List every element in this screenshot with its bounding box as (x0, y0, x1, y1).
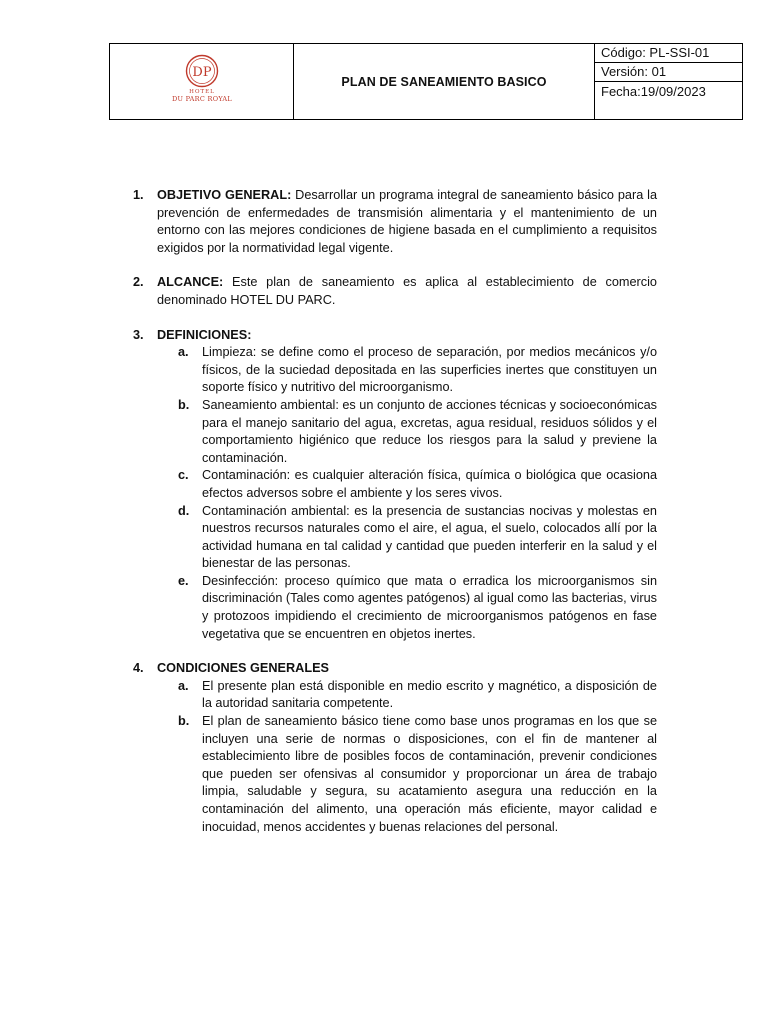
section-number: 2. (133, 275, 144, 290)
section-number: 3. (133, 327, 144, 342)
document-body (133, 187, 657, 853)
version-cell: Versión: 01 (595, 63, 742, 82)
section-heading: ALCANCE: (157, 275, 224, 290)
codigo-cell: Código: PL-SSI-01 (595, 44, 742, 63)
logo-cell (110, 44, 294, 119)
logo-line-1: HOTEL (189, 89, 215, 95)
section-text: Este plan de saneamiento es aplica al establecimiento de comercio denominado HOTEL DU PARC. (157, 275, 657, 307)
list-item: c. Contaminación: es cualquier alteración física, química o biológica que ocasiona efectos adversos sobre el ambiente y los seres vivos. (178, 468, 657, 500)
document-meta (595, 44, 742, 119)
list-item: e. Desinfección: proceso químico que mata o erradica los microorganismos sin discriminación (Tales como agentes patógenos) al igual como las bacterias, virus y protozoos impidiendo el crecimiento de microorganismos patógenos en fase vegetativa que se encuentren en objetos inertes. (178, 573, 657, 641)
conditions-list (133, 678, 657, 836)
hotel-logo (158, 54, 246, 112)
list-item: b. El plan de saneamiento básico tiene como base unos programas en los que se incluyen una serie de normas o disposiciones, con el fin de mantener al establecimiento libre de posibles focos de contaminación, prevenir condiciones que pueden ser ofensivas al consumidor y proporcionar un área de trabajo limpia, saludable y segura, su acatamiento asegura una reducción en la contaminación del alimento, una operación más eficiente, mayor calidad e inocuidad, menos accidentes y buenas relaciones del personal. (178, 714, 657, 834)
section-number: 1. (133, 188, 144, 202)
section-heading: CONDICIONES GENERALES (157, 661, 330, 676)
definitions-list (133, 344, 657, 643)
section-text: Desarrollar un programa integral de saneamiento básico para la prevención de enfermedades de transmisión alimentaria y el mantenimiento de un entorno con las mejores condiciones de higiene basada en el cumplimiento a requisitos exigidos por la normatividad legal vigente. (157, 188, 658, 255)
document-header (109, 43, 743, 120)
document-title: PLAN DE SANEAMIENTO BASICO (294, 44, 595, 119)
fecha-cell: Fecha:19/09/2023 (601, 84, 706, 99)
list-item: d. Contaminación ambiental: es la presencia de sustancias nocivas y molestas en nuestros recursos naturales como el aire, el agua, el suelo, colocados allí por la actividad humana en tal calidad y cantidad que pueden interferir en la salud y el bienestar de las personas. (178, 503, 657, 571)
list-item: b. Saneamiento ambiental: es un conjunto de acciones técnicas y socioeconómicas para el manejo sanitario del agua, excretas, agua residual, residuos sólidos y el comportamiento higiénico que reduce los riesgos para la salud y previene la contaminación. (178, 397, 657, 465)
list-item: a. Limpieza: se define como el proceso de separación, por medios mecánicos y/o físicos, de la suciedad depositada en las superficies inertes que constituyen un soporte físico y nutritivo del microorganismo. (178, 345, 657, 395)
section-heading: OBJETIVO GENERAL: (157, 188, 292, 202)
section-heading: DEFINICIONES: (157, 327, 252, 342)
section-definiciones (133, 327, 657, 644)
section-number: 4. (133, 661, 144, 676)
section-alcance (133, 274, 657, 309)
dp-monogram-icon (185, 54, 219, 88)
logo-line-2: DU PARC ROYAL (171, 95, 233, 103)
logo-monogram-text: DP (192, 65, 212, 80)
section-condiciones (133, 660, 657, 836)
section-objetivo (133, 187, 657, 257)
list-item: a. El presente plan está disponible en medio escrito y magnético, a disposición de la autoridad sanitaria competente. (178, 678, 657, 711)
